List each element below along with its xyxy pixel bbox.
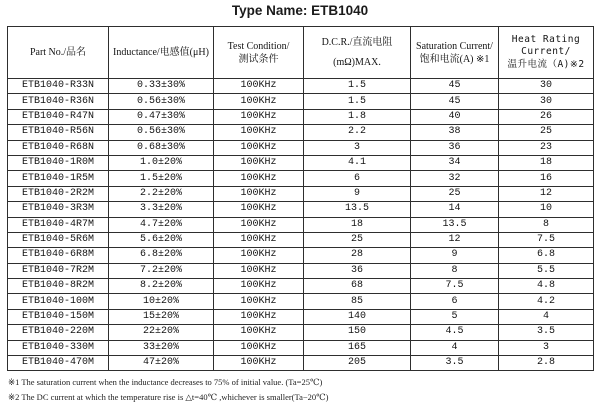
table-row — [8, 171, 594, 186]
table-row — [8, 356, 594, 371]
column-header-line: Saturation Current/ — [416, 40, 493, 52]
footnote-1: ※1 The saturation current when the inductance decreases to 75% of initial value. (Ta=25℃) — [8, 377, 323, 387]
dcr-cell: 1.5 — [304, 94, 411, 109]
test-condition-cell: 100KHz — [214, 202, 304, 217]
test-condition-cell: 100KHz — [214, 340, 304, 355]
inductance-cell: 4.7±20% — [109, 217, 214, 232]
saturation-current-cell: 45 — [411, 94, 499, 109]
column-header-saturation-current — [411, 27, 499, 79]
column-header-line: Heat Rating — [511, 33, 581, 45]
inductance-cell: 0.33±30% — [109, 79, 214, 94]
page-title: Type Name: ETB1040 — [231, 3, 369, 18]
test-condition-cell: 100KHz — [214, 325, 304, 340]
saturation-current-cell: 36 — [411, 140, 499, 155]
inductance-cell: 1.0±20% — [109, 155, 214, 170]
test-condition-cell: 100KHz — [214, 217, 304, 232]
table-row — [8, 248, 594, 263]
table-row — [8, 109, 594, 124]
inductance-cell: 0.68±30% — [109, 140, 214, 155]
table-row — [8, 294, 594, 309]
part-no-cell: ETB1040-8R2M — [8, 279, 109, 294]
dcr-cell: 28 — [304, 248, 411, 263]
inductance-cell: 2.2±20% — [109, 186, 214, 201]
inductance-cell: 15±20% — [109, 309, 214, 324]
heat-rating-current-cell: 7.5 — [499, 232, 594, 247]
part-no-cell: ETB1040-R47N — [8, 109, 109, 124]
test-condition-cell: 100KHz — [214, 94, 304, 109]
dcr-cell: 3 — [304, 140, 411, 155]
inductance-cell: 22±20% — [109, 325, 214, 340]
part-no-cell: ETB1040-5R6M — [8, 232, 109, 247]
test-condition-cell: 100KHz — [214, 109, 304, 124]
column-header-test-condition — [214, 27, 304, 79]
part-no-cell: ETB1040-R56N — [8, 125, 109, 140]
saturation-current-cell: 45 — [411, 79, 499, 94]
part-no-cell: ETB1040-470M — [8, 356, 109, 371]
dcr-cell: 1.8 — [304, 109, 411, 124]
inductance-cell: 6.8±20% — [109, 248, 214, 263]
inductance-cell: 0.47±30% — [109, 109, 214, 124]
column-header-inductance — [109, 27, 214, 79]
saturation-current-cell: 8 — [411, 263, 499, 278]
heat-rating-current-cell: 3.5 — [499, 325, 594, 340]
heat-rating-current-cell: 30 — [499, 94, 594, 109]
table-row — [8, 340, 594, 355]
saturation-current-cell: 34 — [411, 155, 499, 170]
dcr-cell: 150 — [304, 325, 411, 340]
table-row — [8, 186, 594, 201]
test-condition-cell: 100KHz — [214, 186, 304, 201]
heat-rating-current-cell: 4.8 — [499, 279, 594, 294]
inductance-cell: 33±20% — [109, 340, 214, 355]
heat-rating-current-cell: 23 — [499, 140, 594, 155]
inductance-cell: 5.6±20% — [109, 232, 214, 247]
saturation-current-cell: 6 — [411, 294, 499, 309]
test-condition-cell: 100KHz — [214, 294, 304, 309]
test-condition-cell: 100KHz — [214, 232, 304, 247]
inductance-cell: 10±20% — [109, 294, 214, 309]
dcr-cell: 25 — [304, 232, 411, 247]
dcr-cell: 85 — [304, 294, 411, 309]
test-condition-cell: 100KHz — [214, 79, 304, 94]
heat-rating-current-cell: 6.8 — [499, 248, 594, 263]
saturation-current-cell: 14 — [411, 202, 499, 217]
column-header-line: Test Condition/ — [227, 40, 290, 52]
saturation-current-cell: 9 — [411, 248, 499, 263]
column-header-line: Inductance/电感值(μH) — [113, 47, 209, 58]
table-row — [8, 232, 594, 247]
footnote-2: ※2 The DC current at which the temperature rise is △t=40℃ ,whichever is smaller(Ta−20℃) — [8, 391, 329, 402]
heat-rating-current-cell: 30 — [499, 79, 594, 94]
heat-rating-current-cell: 18 — [499, 155, 594, 170]
column-header-heat-rating-current — [499, 27, 594, 79]
part-no-cell: ETB1040-1R5M — [8, 171, 109, 186]
part-no-cell: ETB1040-330M — [8, 340, 109, 355]
dcr-cell: 140 — [304, 309, 411, 324]
heat-rating-current-cell: 12 — [499, 186, 594, 201]
column-header-line: Current/ — [521, 46, 571, 58]
dcr-cell: 9 — [304, 186, 411, 201]
part-no-cell: ETB1040-R36N — [8, 94, 109, 109]
test-condition-cell: 100KHz — [214, 155, 304, 170]
table-row — [8, 217, 594, 232]
part-no-cell: ETB1040-7R2M — [8, 263, 109, 278]
table-row — [8, 79, 594, 94]
column-header-line: Part No./品名 — [29, 47, 87, 58]
dcr-cell: 18 — [304, 217, 411, 232]
table-row — [8, 140, 594, 155]
saturation-current-cell: 32 — [411, 171, 499, 186]
saturation-current-cell: 40 — [411, 109, 499, 124]
column-header-part-no — [8, 27, 109, 79]
heat-rating-current-cell: 4 — [499, 309, 594, 324]
saturation-current-cell: 38 — [411, 125, 499, 140]
column-header-line: D.C.R./直流电阻 — [321, 37, 393, 48]
table-row — [8, 309, 594, 324]
heat-rating-current-cell: 25 — [499, 125, 594, 140]
saturation-current-cell: 3.5 — [411, 356, 499, 371]
heat-rating-current-cell: 10 — [499, 202, 594, 217]
test-condition-cell: 100KHz — [214, 125, 304, 140]
inductance-cell: 0.56±30% — [109, 125, 214, 140]
dcr-cell: 2.2 — [304, 125, 411, 140]
test-condition-cell: 100KHz — [214, 248, 304, 263]
table-row — [8, 325, 594, 340]
dcr-cell: 6 — [304, 171, 411, 186]
inductance-cell: 3.3±20% — [109, 202, 214, 217]
part-no-cell: ETB1040-220M — [8, 325, 109, 340]
inductance-cell: 8.2±20% — [109, 279, 214, 294]
part-no-cell: ETB1040-3R3M — [8, 202, 109, 217]
test-condition-cell: 100KHz — [214, 356, 304, 371]
heat-rating-current-cell: 16 — [499, 171, 594, 186]
dcr-cell: 13.5 — [304, 202, 411, 217]
saturation-current-cell: 7.5 — [411, 279, 499, 294]
table-row — [8, 279, 594, 294]
dcr-cell: 205 — [304, 356, 411, 371]
table-head — [8, 27, 594, 79]
table-row — [8, 155, 594, 170]
table-row — [8, 263, 594, 278]
table-row — [8, 125, 594, 140]
part-no-cell: ETB1040-R33N — [8, 79, 109, 94]
inductance-cell: 0.56±30% — [109, 94, 214, 109]
heat-rating-current-cell: 4.2 — [499, 294, 594, 309]
test-condition-cell: 100KHz — [214, 171, 304, 186]
saturation-current-cell: 4.5 — [411, 325, 499, 340]
column-header-line: (mΩ)MAX. — [333, 57, 381, 68]
heat-rating-current-cell: 26 — [499, 109, 594, 124]
part-no-cell: ETB1040-2R2M — [8, 186, 109, 201]
table-row — [8, 202, 594, 217]
column-header-line: 测试条件 — [238, 53, 279, 65]
dcr-cell: 4.1 — [304, 155, 411, 170]
part-no-cell: ETB1040-150M — [8, 309, 109, 324]
test-condition-cell: 100KHz — [214, 309, 304, 324]
saturation-current-cell: 25 — [411, 186, 499, 201]
footnotes — [8, 375, 596, 404]
test-condition-cell: 100KHz — [214, 279, 304, 294]
dcr-cell: 36 — [304, 263, 411, 278]
saturation-current-cell: 13.5 — [411, 217, 499, 232]
heat-rating-current-cell: 5.5 — [499, 263, 594, 278]
dcr-cell: 68 — [304, 279, 411, 294]
heat-rating-current-cell: 3 — [499, 340, 594, 355]
table-body — [8, 79, 594, 371]
heat-rating-current-cell: 8 — [499, 217, 594, 232]
column-header-line: 温升电流（A)※2 — [507, 58, 585, 70]
part-no-cell: ETB1040-1R0M — [8, 155, 109, 170]
inductance-cell: 47±20% — [109, 356, 214, 371]
dcr-cell: 165 — [304, 340, 411, 355]
inductance-cell: 1.5±20% — [109, 171, 214, 186]
inductance-cell: 7.2±20% — [109, 263, 214, 278]
saturation-current-cell: 5 — [411, 309, 499, 324]
table-header-row — [8, 27, 594, 79]
part-no-cell: ETB1040-4R7M — [8, 217, 109, 232]
test-condition-cell: 100KHz — [214, 140, 304, 155]
dcr-cell: 1.5 — [304, 79, 411, 94]
column-header-dcr — [304, 27, 411, 79]
test-condition-cell: 100KHz — [214, 263, 304, 278]
part-no-cell: ETB1040-100M — [8, 294, 109, 309]
spec-table — [7, 26, 594, 371]
column-header-line: 饱和电流(A) ※1 — [419, 53, 490, 65]
saturation-current-cell: 4 — [411, 340, 499, 355]
saturation-current-cell: 12 — [411, 232, 499, 247]
heat-rating-current-cell: 2.8 — [499, 356, 594, 371]
part-no-cell: ETB1040-R68N — [8, 140, 109, 155]
table-row — [8, 94, 594, 109]
part-no-cell: ETB1040-6R8M — [8, 248, 109, 263]
